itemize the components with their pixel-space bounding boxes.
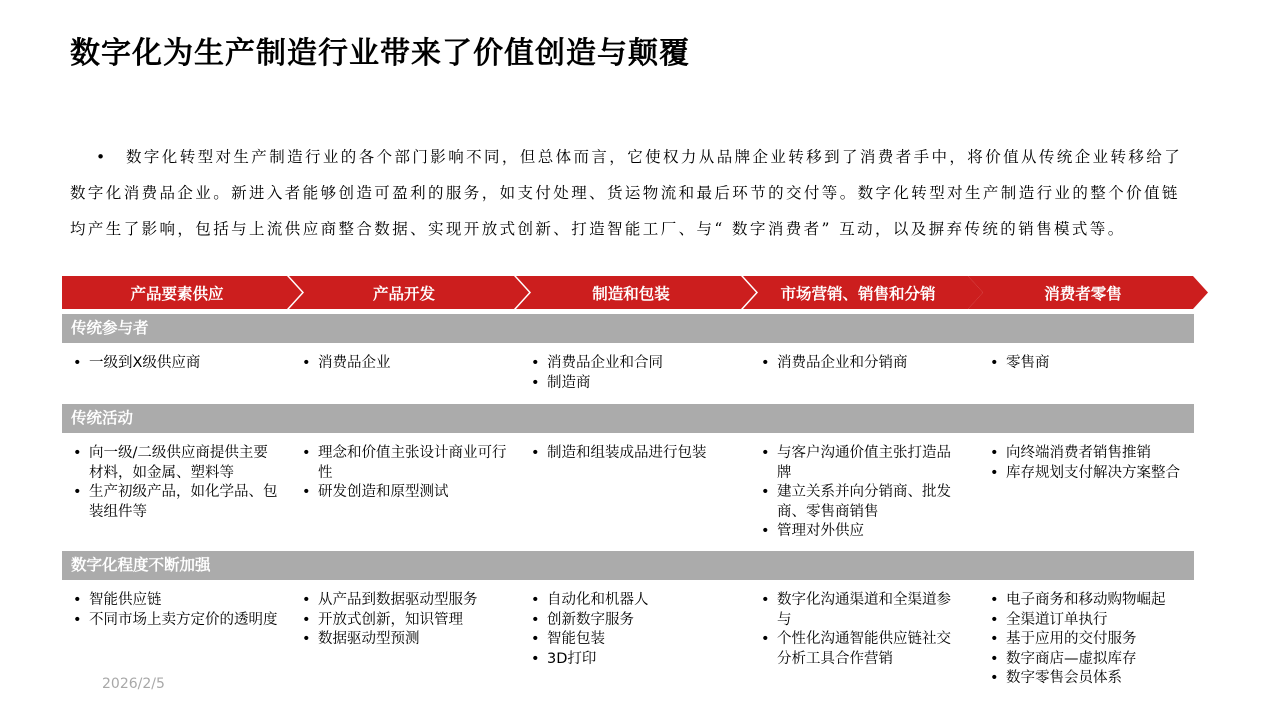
participants-col-4	[758, 354, 968, 374]
stage-label: 产品要素供应	[130, 284, 224, 303]
list-item: • 消费品企业和合同	[528, 354, 738, 374]
digital-col-2	[299, 591, 509, 650]
list-item: • 不同市场上卖方定价的透明度	[70, 611, 280, 631]
list-item: • 数字零售会员体系	[987, 669, 1192, 689]
list-item: • 电子商务和移动购物崛起	[987, 591, 1192, 611]
list-item: • 向一级/二级供应商提供主要材料，如金属、塑料等	[70, 444, 280, 483]
stage-label: 制造和包装	[592, 284, 670, 303]
stage-product-development	[289, 276, 529, 309]
list-item: • 制造和组装成品进行包装	[528, 444, 740, 464]
activities-col-5	[987, 444, 1187, 483]
list-item: • 建立关系并向分销商、批发商、零售商销售	[758, 483, 958, 522]
stage-product-supply	[62, 276, 302, 309]
section-header-activities: 传统活动	[62, 404, 1194, 433]
participants-col-1	[70, 354, 280, 374]
list-item: • 库存规划支付解决方案整合	[987, 464, 1187, 484]
digital-col-3	[528, 591, 738, 669]
list-item: • 创新数字服务	[528, 611, 738, 631]
participants-col-5	[987, 354, 1197, 374]
list-item: • 全渠道订单执行	[987, 611, 1192, 631]
list-item: • 制造商	[528, 374, 738, 394]
intro-text: 数字化转型对生产制造行业的各个部门影响不同，但总体而言，它使权力从品牌企业转移到了消费者手中，将价值从传统企业转移给了数字化消费品企业。新进入者能够创造可盈利的服务，如支付处理、货运物流和最后环节的交付等。数字化转型对生产制造行业的整个价值链均产生了影响，包括与上流供应商整合数据、实现开放式创新、打造智能工厂、与“ 数字消费者” 互动，以及摒弃传统的销售模式等。	[70, 148, 1183, 238]
list-item: • 零售商	[987, 354, 1197, 374]
list-item: • 数字商店—虚拟库存	[987, 650, 1192, 670]
digital-col-4	[758, 591, 958, 669]
list-item: • 3D打印	[528, 650, 738, 670]
list-item: • 理念和价值主张设计商业可行性	[299, 444, 509, 483]
stage-label: 产品开发	[372, 284, 435, 303]
stage-label: 市场营销、销售和分销	[780, 284, 936, 303]
list-item: • 消费品企业和分销商	[758, 354, 968, 374]
list-item: • 数据驱动型预测	[299, 630, 509, 650]
digital-col-1	[70, 591, 280, 630]
list-item: • 一级到X级供应商	[70, 354, 280, 374]
intro-bullet: •	[96, 148, 108, 166]
page-title: 数字化为生产制造行业带来了价值创造与颠覆	[70, 36, 690, 71]
digital-col-5	[987, 591, 1192, 689]
list-item: • 智能包装	[528, 630, 738, 650]
activities-col-3	[528, 444, 740, 464]
section-header-participants: 传统参与者	[62, 314, 1194, 343]
list-item: • 开放式创新，知识管理	[299, 611, 509, 631]
footer-date: 2026/2/5	[102, 676, 165, 692]
value-chain-stages	[62, 276, 1208, 309]
list-item: • 研发创造和原型测试	[299, 483, 509, 503]
participants-col-2	[299, 354, 509, 374]
list-item: • 从产品到数据驱动型服务	[299, 591, 509, 611]
list-item: • 生产初级产品，如化学品、包装组件等	[70, 483, 280, 522]
list-item: • 基于应用的交付服务	[987, 630, 1192, 650]
stage-label: 消费者零售	[1044, 284, 1122, 303]
participants-col-3	[528, 354, 738, 393]
activities-col-2	[299, 444, 509, 503]
stage-marketing	[743, 276, 983, 309]
list-item: • 智能供应链	[70, 591, 280, 611]
stage-manufacturing	[516, 276, 756, 309]
list-item: • 数字化沟通渠道和全渠道参与	[758, 591, 958, 630]
list-item: • 向终端消费者销售推销	[987, 444, 1187, 464]
list-item: • 与客户沟通价值主张打造品牌	[758, 444, 958, 483]
section-header-digitalization: 数字化程度不断加强	[62, 551, 1194, 580]
activities-col-1	[70, 444, 280, 522]
activities-col-4	[758, 444, 958, 542]
list-item: • 个性化沟通智能供应链社交分析工具合作营销	[758, 630, 958, 669]
list-item: • 消费品企业	[299, 354, 509, 374]
intro-paragraph	[70, 139, 1192, 247]
list-item: • 管理对外供应	[758, 522, 958, 542]
list-item: • 自动化和机器人	[528, 591, 738, 611]
stage-retail	[968, 276, 1208, 309]
